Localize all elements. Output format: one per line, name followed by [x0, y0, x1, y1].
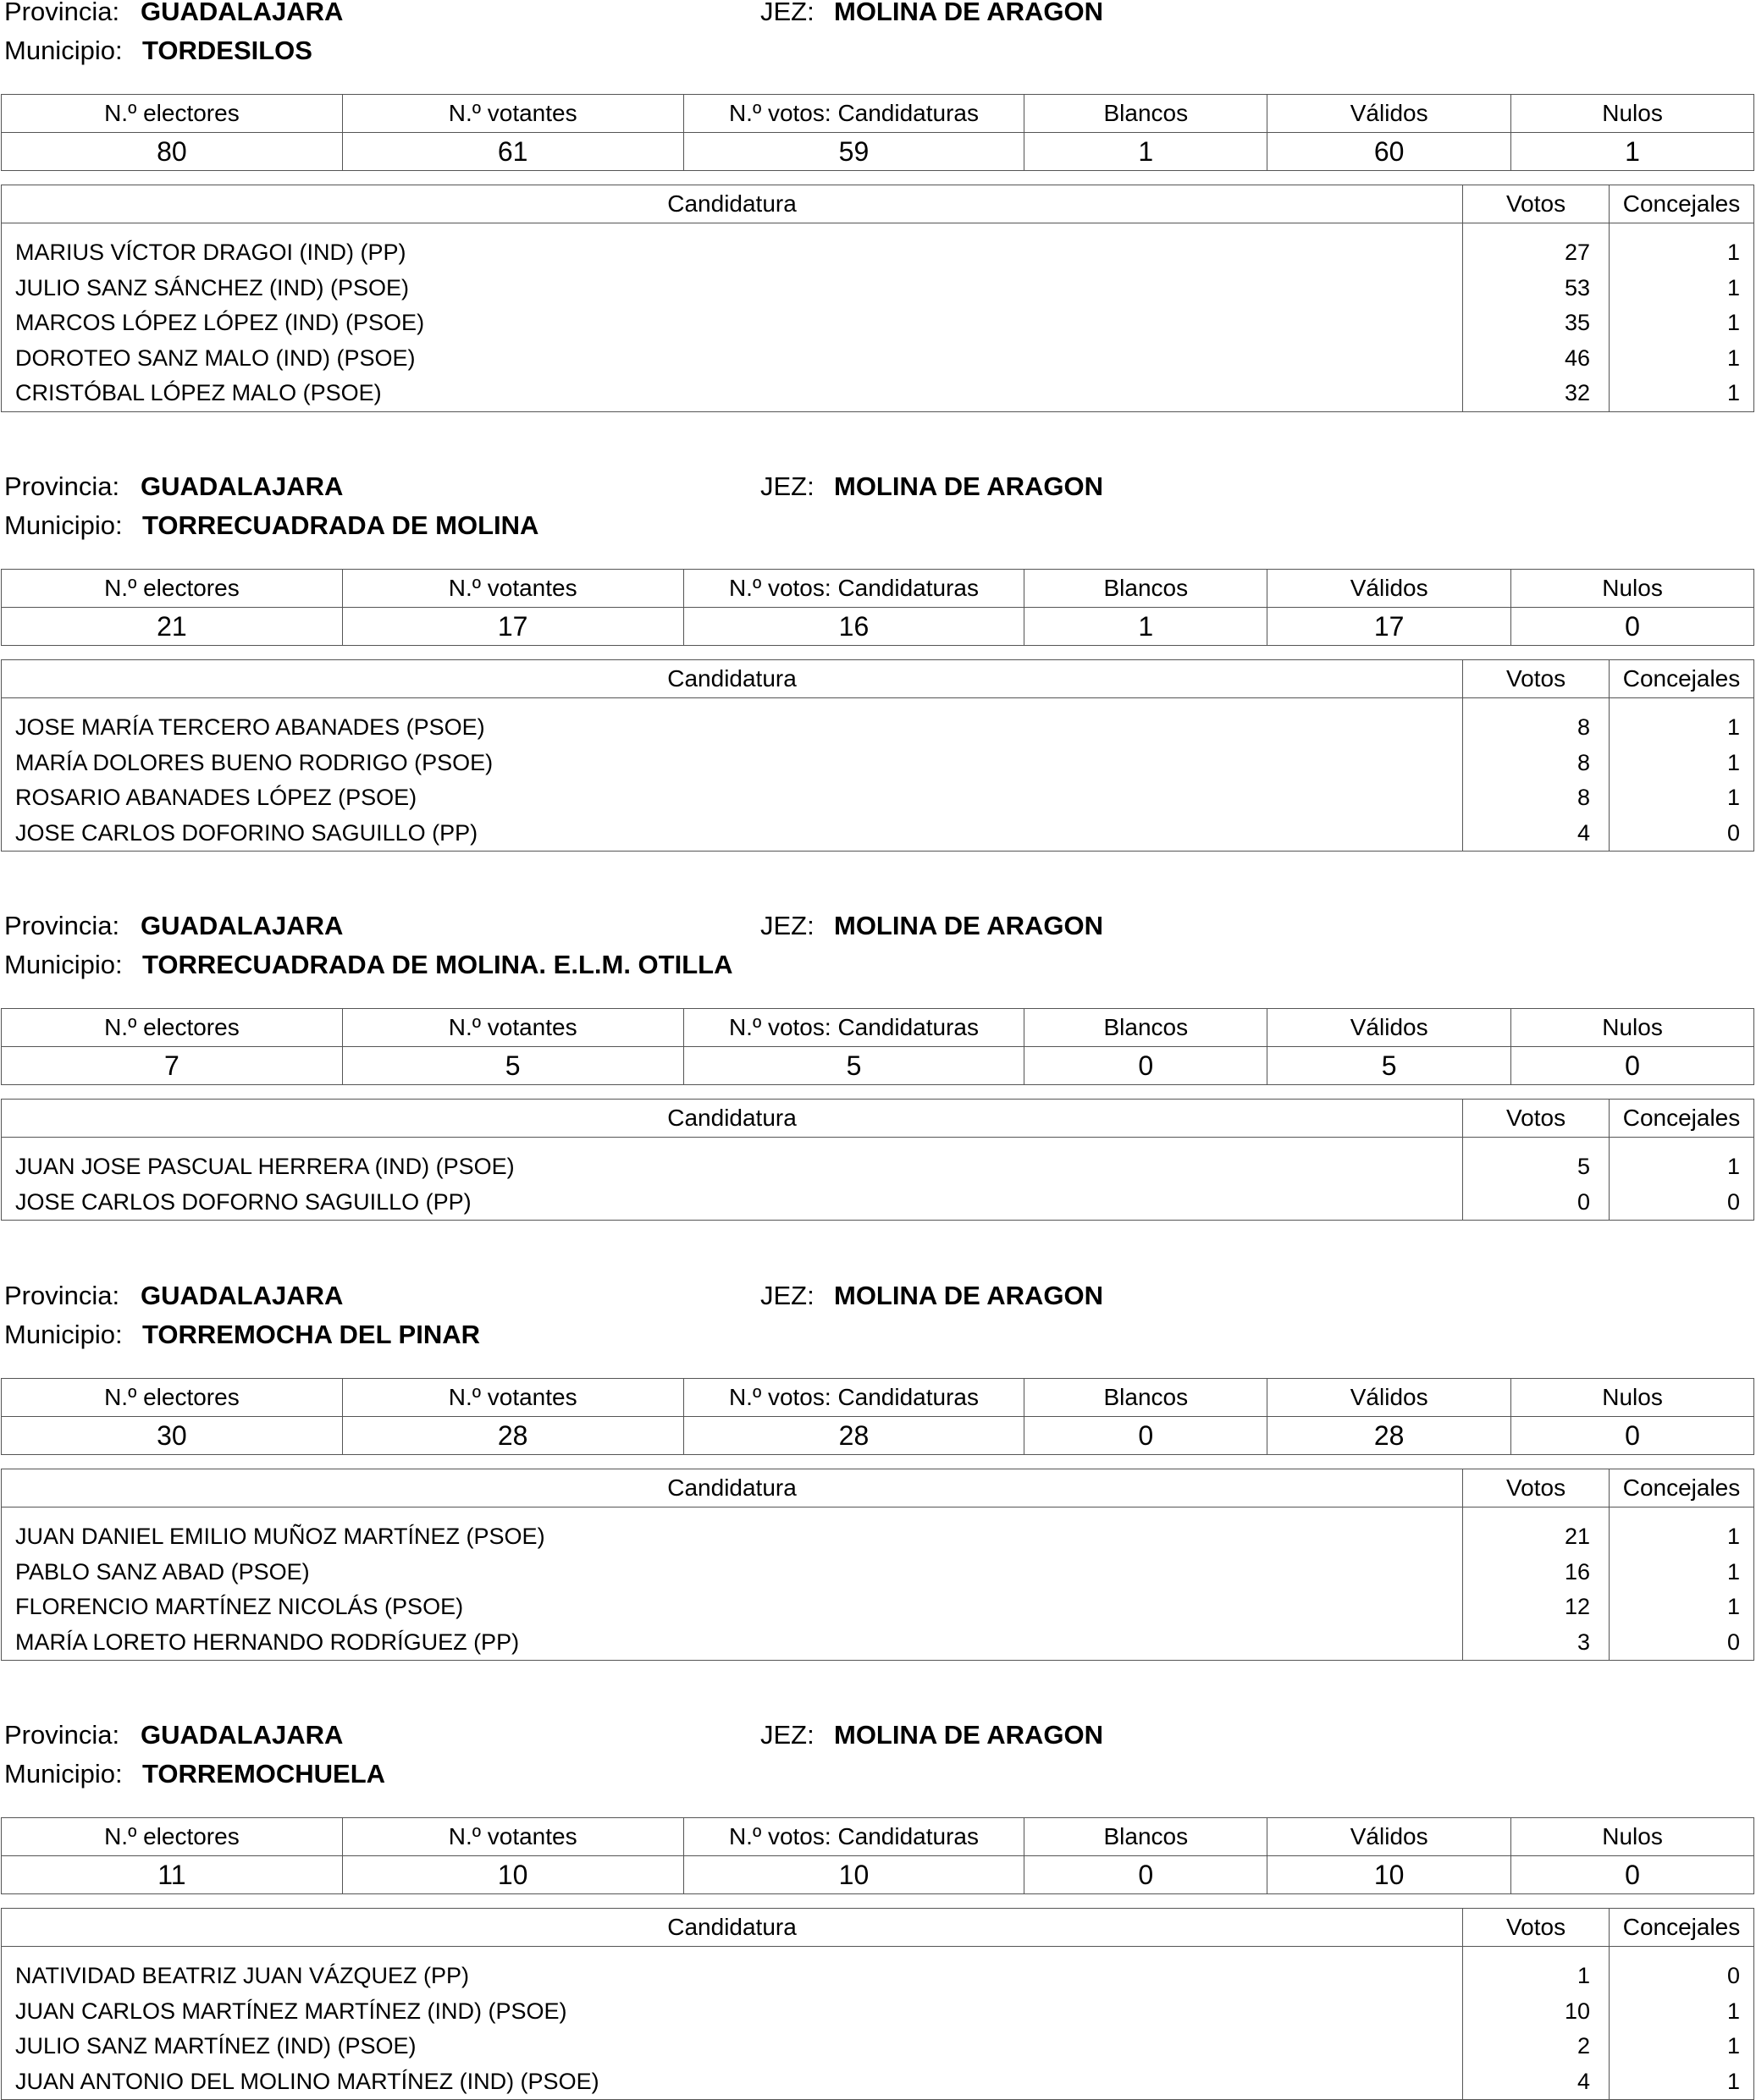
stats-header-cell: N.º electores: [2, 1009, 343, 1047]
candidatura-header: Candidatura: [2, 660, 1463, 698]
stats-value-cell: 10: [683, 1856, 1024, 1894]
jez-value: MOLINA DE ARAGON: [834, 0, 1104, 26]
jez-label: JEZ:: [760, 1281, 814, 1310]
candidate-votes: 46: [1463, 341, 1610, 377]
candidate-votes: 0: [1463, 1185, 1610, 1221]
candidate-concejales: 0: [1610, 816, 1754, 852]
stats-value-row: [2, 1047, 1754, 1085]
candidates-header-row: [2, 1909, 1754, 1947]
provincia-label: Provincia:: [4, 471, 120, 501]
candidate-concejales: 1: [1610, 2029, 1754, 2064]
stats-header-cell: N.º electores: [2, 1379, 343, 1417]
candidates-table: [1, 1469, 1754, 1661]
stats-header-cell: Nulos: [1511, 570, 1754, 608]
votos-header: Votos: [1463, 185, 1610, 223]
stats-header-cell: N.º electores: [2, 95, 343, 133]
stats-header-cell: N.º votantes: [342, 1379, 683, 1417]
candidate-name: NATIVIDAD BEATRIZ JUAN VÁZQUEZ (PP): [2, 1959, 1463, 1994]
spacer-cell: [1610, 223, 1754, 236]
spacer-row: [2, 698, 1754, 711]
candidate-row: [2, 1994, 1754, 2030]
stats-value-cell: 5: [1267, 1047, 1511, 1085]
municipio-label: Municipio:: [4, 950, 123, 979]
stats-value-cell: 1: [1024, 608, 1267, 646]
provincia-value: GUADALAJARA: [141, 911, 344, 940]
stats-header-cell: Válidos: [1267, 570, 1511, 608]
stats-value-cell: 0: [1511, 1417, 1754, 1455]
candidate-concejales: 1: [1610, 710, 1754, 746]
candidate-row: [2, 271, 1754, 306]
spacer-cell: [1610, 1138, 1754, 1150]
candidate-name: MARIUS VÍCTOR DRAGOI (IND) (PP): [2, 235, 1463, 271]
candidate-votes: 4: [1463, 816, 1610, 852]
candidate-concejales: 1: [1610, 341, 1754, 377]
candidate-row: [2, 816, 1754, 852]
candidate-concejales: 1: [1610, 780, 1754, 816]
candidate-votes: 35: [1463, 306, 1610, 341]
stats-value-cell: 0: [1024, 1417, 1267, 1455]
municipio-label: Municipio:: [4, 36, 123, 65]
candidate-concejales: 1: [1610, 376, 1754, 411]
candidate-votes: 5: [1463, 1149, 1610, 1185]
candidate-votes: 21: [1463, 1519, 1610, 1555]
stats-value-cell: 28: [1267, 1417, 1511, 1455]
candidates-header-row: [2, 660, 1754, 698]
candidates-table: [1, 1908, 1754, 2100]
municipio-value: TORRECUADRADA DE MOLINA. E.L.M. OTILLA: [142, 950, 733, 979]
candidate-name: JUAN CARLOS MARTÍNEZ MARTÍNEZ (IND) (PSOE): [2, 1994, 1463, 2030]
municipio-value: TORREMOCHA DEL PINAR: [142, 1320, 481, 1349]
spacer-cell: [2, 1138, 1463, 1150]
candidate-name: JUAN JOSE PASCUAL HERRERA (IND) (PSOE): [2, 1149, 1463, 1185]
spacer-cell: [1610, 698, 1754, 711]
stats-value-cell: 28: [683, 1417, 1024, 1455]
candidate-name: JOSE CARLOS DOFORINO SAGUILLO (PP): [2, 816, 1463, 852]
stats-value-row: [2, 1417, 1754, 1455]
section-header-municipio: [0, 1315, 1756, 1354]
stats-table: [1, 569, 1754, 646]
candidate-name: ROSARIO ABANADES LÓPEZ (PSOE): [2, 780, 1463, 816]
jez-value: MOLINA DE ARAGON: [834, 911, 1104, 940]
stats-header-cell: N.º electores: [2, 1818, 343, 1856]
stats-value-cell: 30: [2, 1417, 343, 1455]
candidates-table: [1, 1099, 1754, 1221]
candidate-votes: 32: [1463, 376, 1610, 411]
candidate-row: [2, 1519, 1754, 1555]
stats-header-cell: Nulos: [1511, 1818, 1754, 1856]
stats-header-cell: Blancos: [1024, 1379, 1267, 1417]
stats-value-cell: 59: [683, 133, 1024, 171]
candidate-name: DOROTEO SANZ MALO (IND) (PSOE): [2, 341, 1463, 377]
concejales-header: Concejales: [1610, 660, 1754, 698]
municipio-value: TORRECUADRADA DE MOLINA: [142, 510, 539, 540]
candidate-concejales: 1: [1610, 271, 1754, 306]
stats-value-cell: 7: [2, 1047, 343, 1085]
candidates-header-row: [2, 185, 1754, 223]
stats-value-cell: 5: [342, 1047, 683, 1085]
spacer-cell: [2, 698, 1463, 711]
stats-header-cell: N.º votos: Candidaturas: [683, 570, 1024, 608]
municipio-label: Municipio:: [4, 1759, 123, 1789]
stats-value-cell: 16: [683, 608, 1024, 646]
stats-header-cell: Válidos: [1267, 1009, 1511, 1047]
provincia-label: Provincia:: [4, 1720, 120, 1750]
stats-value-cell: 60: [1267, 133, 1511, 171]
stats-header-cell: Blancos: [1024, 1009, 1267, 1047]
spacer-cell: [1463, 1947, 1610, 1959]
provincia-label: Provincia:: [4, 1281, 120, 1310]
candidate-name: JUAN DANIEL EMILIO MUÑOZ MARTÍNEZ (PSOE): [2, 1519, 1463, 1555]
spacer-cell: [1463, 1138, 1610, 1150]
candidate-votes: 10: [1463, 1994, 1610, 2030]
stats-header-row: [2, 1818, 1754, 1856]
provincia-value: GUADALAJARA: [141, 0, 344, 26]
candidatura-header: Candidatura: [2, 1469, 1463, 1507]
municipio-label: Municipio:: [4, 510, 123, 540]
jez-label: JEZ:: [760, 471, 814, 501]
stats-header-cell: N.º votantes: [342, 1818, 683, 1856]
candidate-votes: 1: [1463, 1959, 1610, 1994]
stats-table: [1, 1378, 1754, 1455]
candidate-name: MARÍA LORETO HERNANDO RODRÍGUEZ (PP): [2, 1625, 1463, 1661]
stats-header-cell: N.º votantes: [342, 95, 683, 133]
candidate-votes: 3: [1463, 1625, 1610, 1661]
candidate-concejales: 0: [1610, 1625, 1754, 1661]
candidate-concejales: 1: [1610, 235, 1754, 271]
stats-header-cell: N.º votos: Candidaturas: [683, 95, 1024, 133]
spacer-row: [2, 1507, 1754, 1520]
stats-table: [1, 94, 1754, 171]
stats-value-row: [2, 608, 1754, 646]
section-header-municipio: [0, 506, 1756, 545]
candidate-row: [2, 710, 1754, 746]
provincia-label: Provincia:: [4, 911, 120, 940]
candidate-name: FLORENCIO MARTÍNEZ NICOLÁS (PSOE): [2, 1590, 1463, 1625]
candidate-votes: 12: [1463, 1590, 1610, 1625]
candidate-votes: 16: [1463, 1555, 1610, 1590]
section-header-provincia: [0, 467, 1756, 506]
candidate-votes: 8: [1463, 710, 1610, 746]
candidate-concejales: 1: [1610, 2064, 1754, 2100]
stats-header-cell: Válidos: [1267, 1379, 1511, 1417]
spacer-row: [2, 223, 1754, 236]
candidate-row: [2, 1555, 1754, 1590]
stats-header-row: [2, 95, 1754, 133]
candidate-name: JULIO SANZ SÁNCHEZ (IND) (PSOE): [2, 271, 1463, 306]
stats-value-row: [2, 133, 1754, 171]
spacer-cell: [1610, 1507, 1754, 1520]
stats-header-cell: Blancos: [1024, 1818, 1267, 1856]
candidatura-header: Candidatura: [2, 185, 1463, 223]
candidate-row: [2, 2029, 1754, 2064]
candidate-name: MARCOS LÓPEZ LÓPEZ (IND) (PSOE): [2, 306, 1463, 341]
candidate-votes: 53: [1463, 271, 1610, 306]
votos-header: Votos: [1463, 1469, 1610, 1507]
candidate-row: [2, 1590, 1754, 1625]
stats-header-cell: N.º votantes: [342, 570, 683, 608]
stats-header-cell: Nulos: [1511, 1009, 1754, 1047]
candidate-concejales: 1: [1610, 1590, 1754, 1625]
concejales-header: Concejales: [1610, 185, 1754, 223]
votos-header: Votos: [1463, 1909, 1610, 1947]
spacer-cell: [2, 223, 1463, 236]
municipio-label: Municipio:: [4, 1320, 123, 1349]
stats-table: [1, 1008, 1754, 1085]
stats-value-row: [2, 1856, 1754, 1894]
stats-value-cell: 21: [2, 608, 343, 646]
candidate-row: [2, 2064, 1754, 2100]
concejales-header: Concejales: [1610, 1909, 1754, 1947]
stats-header-row: [2, 1009, 1754, 1047]
votos-header: Votos: [1463, 660, 1610, 698]
spacer-cell: [1463, 698, 1610, 711]
municipio-value: TORDESILOS: [142, 36, 312, 65]
candidate-votes: 8: [1463, 780, 1610, 816]
candidate-name: JOSE CARLOS DOFORNO SAGUILLO (PP): [2, 1185, 1463, 1221]
jez-label: JEZ:: [760, 911, 814, 940]
candidate-row: [2, 1149, 1754, 1185]
candidates-header-row: [2, 1100, 1754, 1138]
spacer-cell: [2, 1507, 1463, 1520]
stats-value-cell: 0: [1511, 608, 1754, 646]
stats-value-cell: 0: [1024, 1047, 1267, 1085]
stats-value-cell: 10: [1267, 1856, 1511, 1894]
candidate-row: [2, 306, 1754, 341]
jez-label: JEZ:: [760, 0, 814, 26]
stats-header-cell: Nulos: [1511, 1379, 1754, 1417]
candidate-concejales: 0: [1610, 1185, 1754, 1221]
candidate-row: [2, 746, 1754, 781]
spacer-row: [2, 1138, 1754, 1150]
candidates-table: [1, 659, 1754, 852]
stats-value-cell: 0: [1511, 1856, 1754, 1894]
candidate-row: [2, 235, 1754, 271]
stats-header-cell: Blancos: [1024, 95, 1267, 133]
candidate-votes: 8: [1463, 746, 1610, 781]
stats-value-cell: 1: [1511, 133, 1754, 171]
stats-header-cell: N.º votos: Candidaturas: [683, 1818, 1024, 1856]
spacer-cell: [1463, 1507, 1610, 1520]
candidate-concejales: 1: [1610, 1149, 1754, 1185]
spacer-cell: [2, 1947, 1463, 1959]
candidate-concejales: 1: [1610, 306, 1754, 341]
candidate-name: JULIO SANZ MARTÍNEZ (IND) (PSOE): [2, 2029, 1463, 2064]
municipio-value: TORREMOCHUELA: [142, 1759, 386, 1789]
stats-value-cell: 17: [342, 608, 683, 646]
jez-value: MOLINA DE ARAGON: [834, 1281, 1104, 1310]
provincia-value: GUADALAJARA: [141, 1281, 344, 1310]
stats-header-cell: N.º votos: Candidaturas: [683, 1009, 1024, 1047]
stats-value-cell: 11: [2, 1856, 343, 1894]
stats-value-cell: 61: [342, 133, 683, 171]
stats-header-cell: N.º votos: Candidaturas: [683, 1379, 1024, 1417]
concejales-header: Concejales: [1610, 1469, 1754, 1507]
candidate-name: JUAN ANTONIO DEL MOLINO MARTÍNEZ (IND) (PSOE): [2, 2064, 1463, 2100]
stats-table: [1, 1817, 1754, 1894]
stats-header-cell: N.º electores: [2, 570, 343, 608]
candidate-concejales: 0: [1610, 1959, 1754, 1994]
candidate-votes: 4: [1463, 2064, 1610, 2100]
spacer-row: [2, 1947, 1754, 1959]
stats-value-cell: 28: [342, 1417, 683, 1455]
candidate-name: CRISTÓBAL LÓPEZ MALO (PSOE): [2, 376, 1463, 411]
candidate-votes: 27: [1463, 235, 1610, 271]
stats-value-cell: 5: [683, 1047, 1024, 1085]
candidate-name: JOSE MARÍA TERCERO ABANADES (PSOE): [2, 710, 1463, 746]
stats-header-row: [2, 1379, 1754, 1417]
stats-header-cell: N.º votantes: [342, 1009, 683, 1047]
spacer-cell: [1610, 1947, 1754, 1959]
stats-value-cell: 10: [342, 1856, 683, 1894]
candidate-concejales: 1: [1610, 1519, 1754, 1555]
candidate-name: MARÍA DOLORES BUENO RODRIGO (PSOE): [2, 746, 1463, 781]
section-header-municipio: [0, 945, 1756, 984]
candidate-row: [2, 1625, 1754, 1661]
stats-value-cell: 0: [1024, 1856, 1267, 1894]
section-header-municipio: [0, 31, 1756, 70]
jez-label: JEZ:: [760, 1720, 814, 1750]
stats-value-cell: 0: [1511, 1047, 1754, 1085]
stats-value-cell: 80: [2, 133, 343, 171]
section-header-provincia: [0, 1716, 1756, 1755]
candidate-concejales: 1: [1610, 746, 1754, 781]
candidate-name: PABLO SANZ ABAD (PSOE): [2, 1555, 1463, 1590]
candidate-concejales: 1: [1610, 1994, 1754, 2030]
jez-value: MOLINA DE ARAGON: [834, 471, 1104, 501]
stats-header-cell: Nulos: [1511, 95, 1754, 133]
stats-header-cell: Válidos: [1267, 95, 1511, 133]
candidate-row: [2, 1959, 1754, 1994]
candidates-table: [1, 185, 1754, 412]
votos-header: Votos: [1463, 1100, 1610, 1138]
stats-value-cell: 1: [1024, 133, 1267, 171]
section-header-provincia: [0, 1276, 1756, 1315]
stats-value-cell: 17: [1267, 608, 1511, 646]
candidate-row: [2, 376, 1754, 411]
provincia-value: GUADALAJARA: [141, 471, 344, 501]
candidate-concejales: 1: [1610, 1555, 1754, 1590]
spacer-cell: [1463, 223, 1610, 236]
candidate-votes: 2: [1463, 2029, 1610, 2064]
stats-header-cell: Válidos: [1267, 1818, 1511, 1856]
section-header-provincia: [0, 0, 1756, 31]
candidates-header-row: [2, 1469, 1754, 1507]
stats-header-cell: Blancos: [1024, 570, 1267, 608]
provincia-label: Provincia:: [4, 0, 120, 26]
candidate-row: [2, 780, 1754, 816]
candidatura-header: Candidatura: [2, 1100, 1463, 1138]
stats-header-row: [2, 570, 1754, 608]
candidate-row: [2, 341, 1754, 377]
candidate-row: [2, 1185, 1754, 1221]
candidatura-header: Candidatura: [2, 1909, 1463, 1947]
section-header-municipio: [0, 1755, 1756, 1794]
concejales-header: Concejales: [1610, 1100, 1754, 1138]
jez-value: MOLINA DE ARAGON: [834, 1720, 1104, 1750]
section-header-provincia: [0, 907, 1756, 945]
provincia-value: GUADALAJARA: [141, 1720, 344, 1750]
